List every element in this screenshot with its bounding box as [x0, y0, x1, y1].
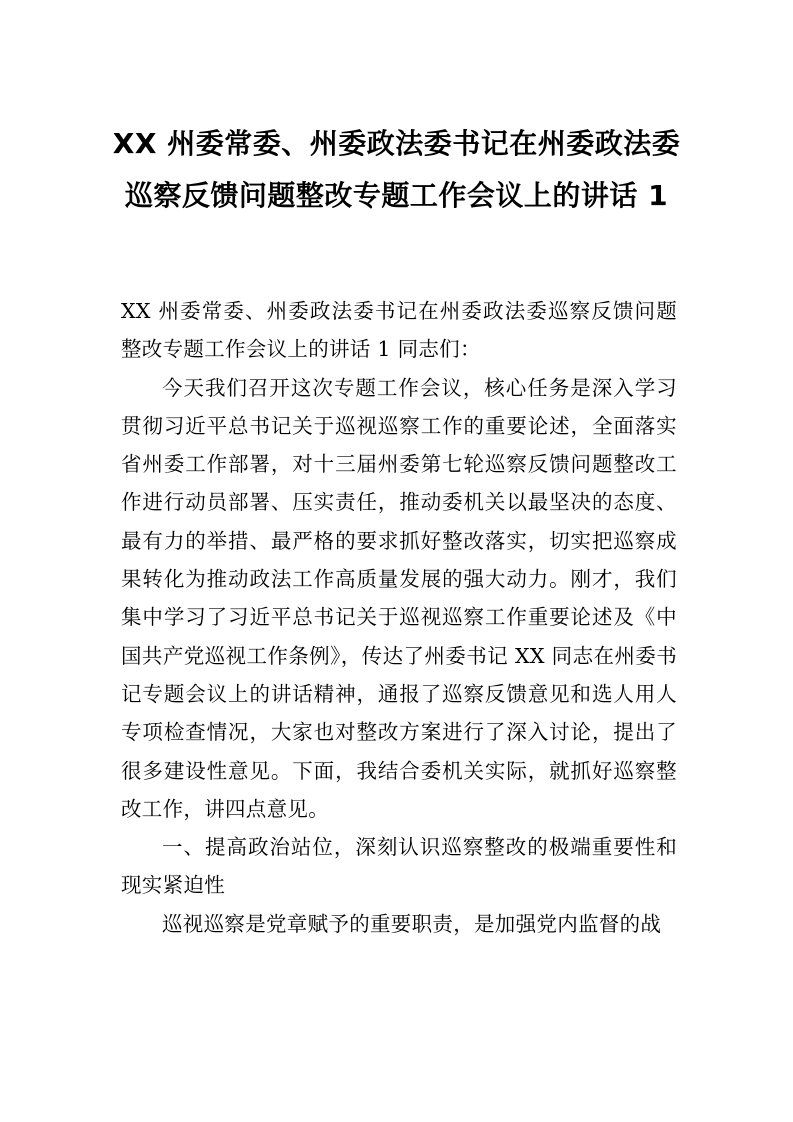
document-title: XX 州委常委、州委政法委书记在州委政法委巡察反馈问题整改专题工作会议上的讲话 1 [112, 127, 681, 212]
body-paragraph: 巡视巡察是党章赋予的重要职责，是加强党内监督的战 [162, 911, 662, 936]
opening-paragraph: XX 州委常委、州委政法委书记在州委政法委巡察反馈问题整改专题工作会议上的讲话 1 同志们： [121, 299, 677, 362]
body-paragraph: 今天我们召开这次专题工作会议，核心任务是深入学习贯彻习近平总书记关于巡视巡察工作的重要论述，全面落实省州委工作部署，对十三届州委第七轮巡察反馈问题整改工作进行动员部署、压实责任，推动委机关以最坚决的态度、最有力的举措、最严格的要求抓好整改落实，切实把巡察成果转化为推动政法工作高质量发展的强大动力。刚才，我们集中学习了习近平总书记关于巡视巡察工作重要论述及《中国共产党巡视工作条例》，传达了州委书记 XX 同志在州委书记专题会议上的讲话精神，通报了巡察反馈意见和选人用人专项检查情况，大家也对整改方案进行了深入讨论，提出了很多建设性意见。下面，我结合委机关实际，就抓好巡察整改工作，讲四点意见。 [121, 375, 677, 821]
document-body [121, 292, 677, 943]
section-heading: 一、提高政治站位，深刻认识巡察整改的极端重要性和现实紧迫性 [121, 835, 677, 898]
